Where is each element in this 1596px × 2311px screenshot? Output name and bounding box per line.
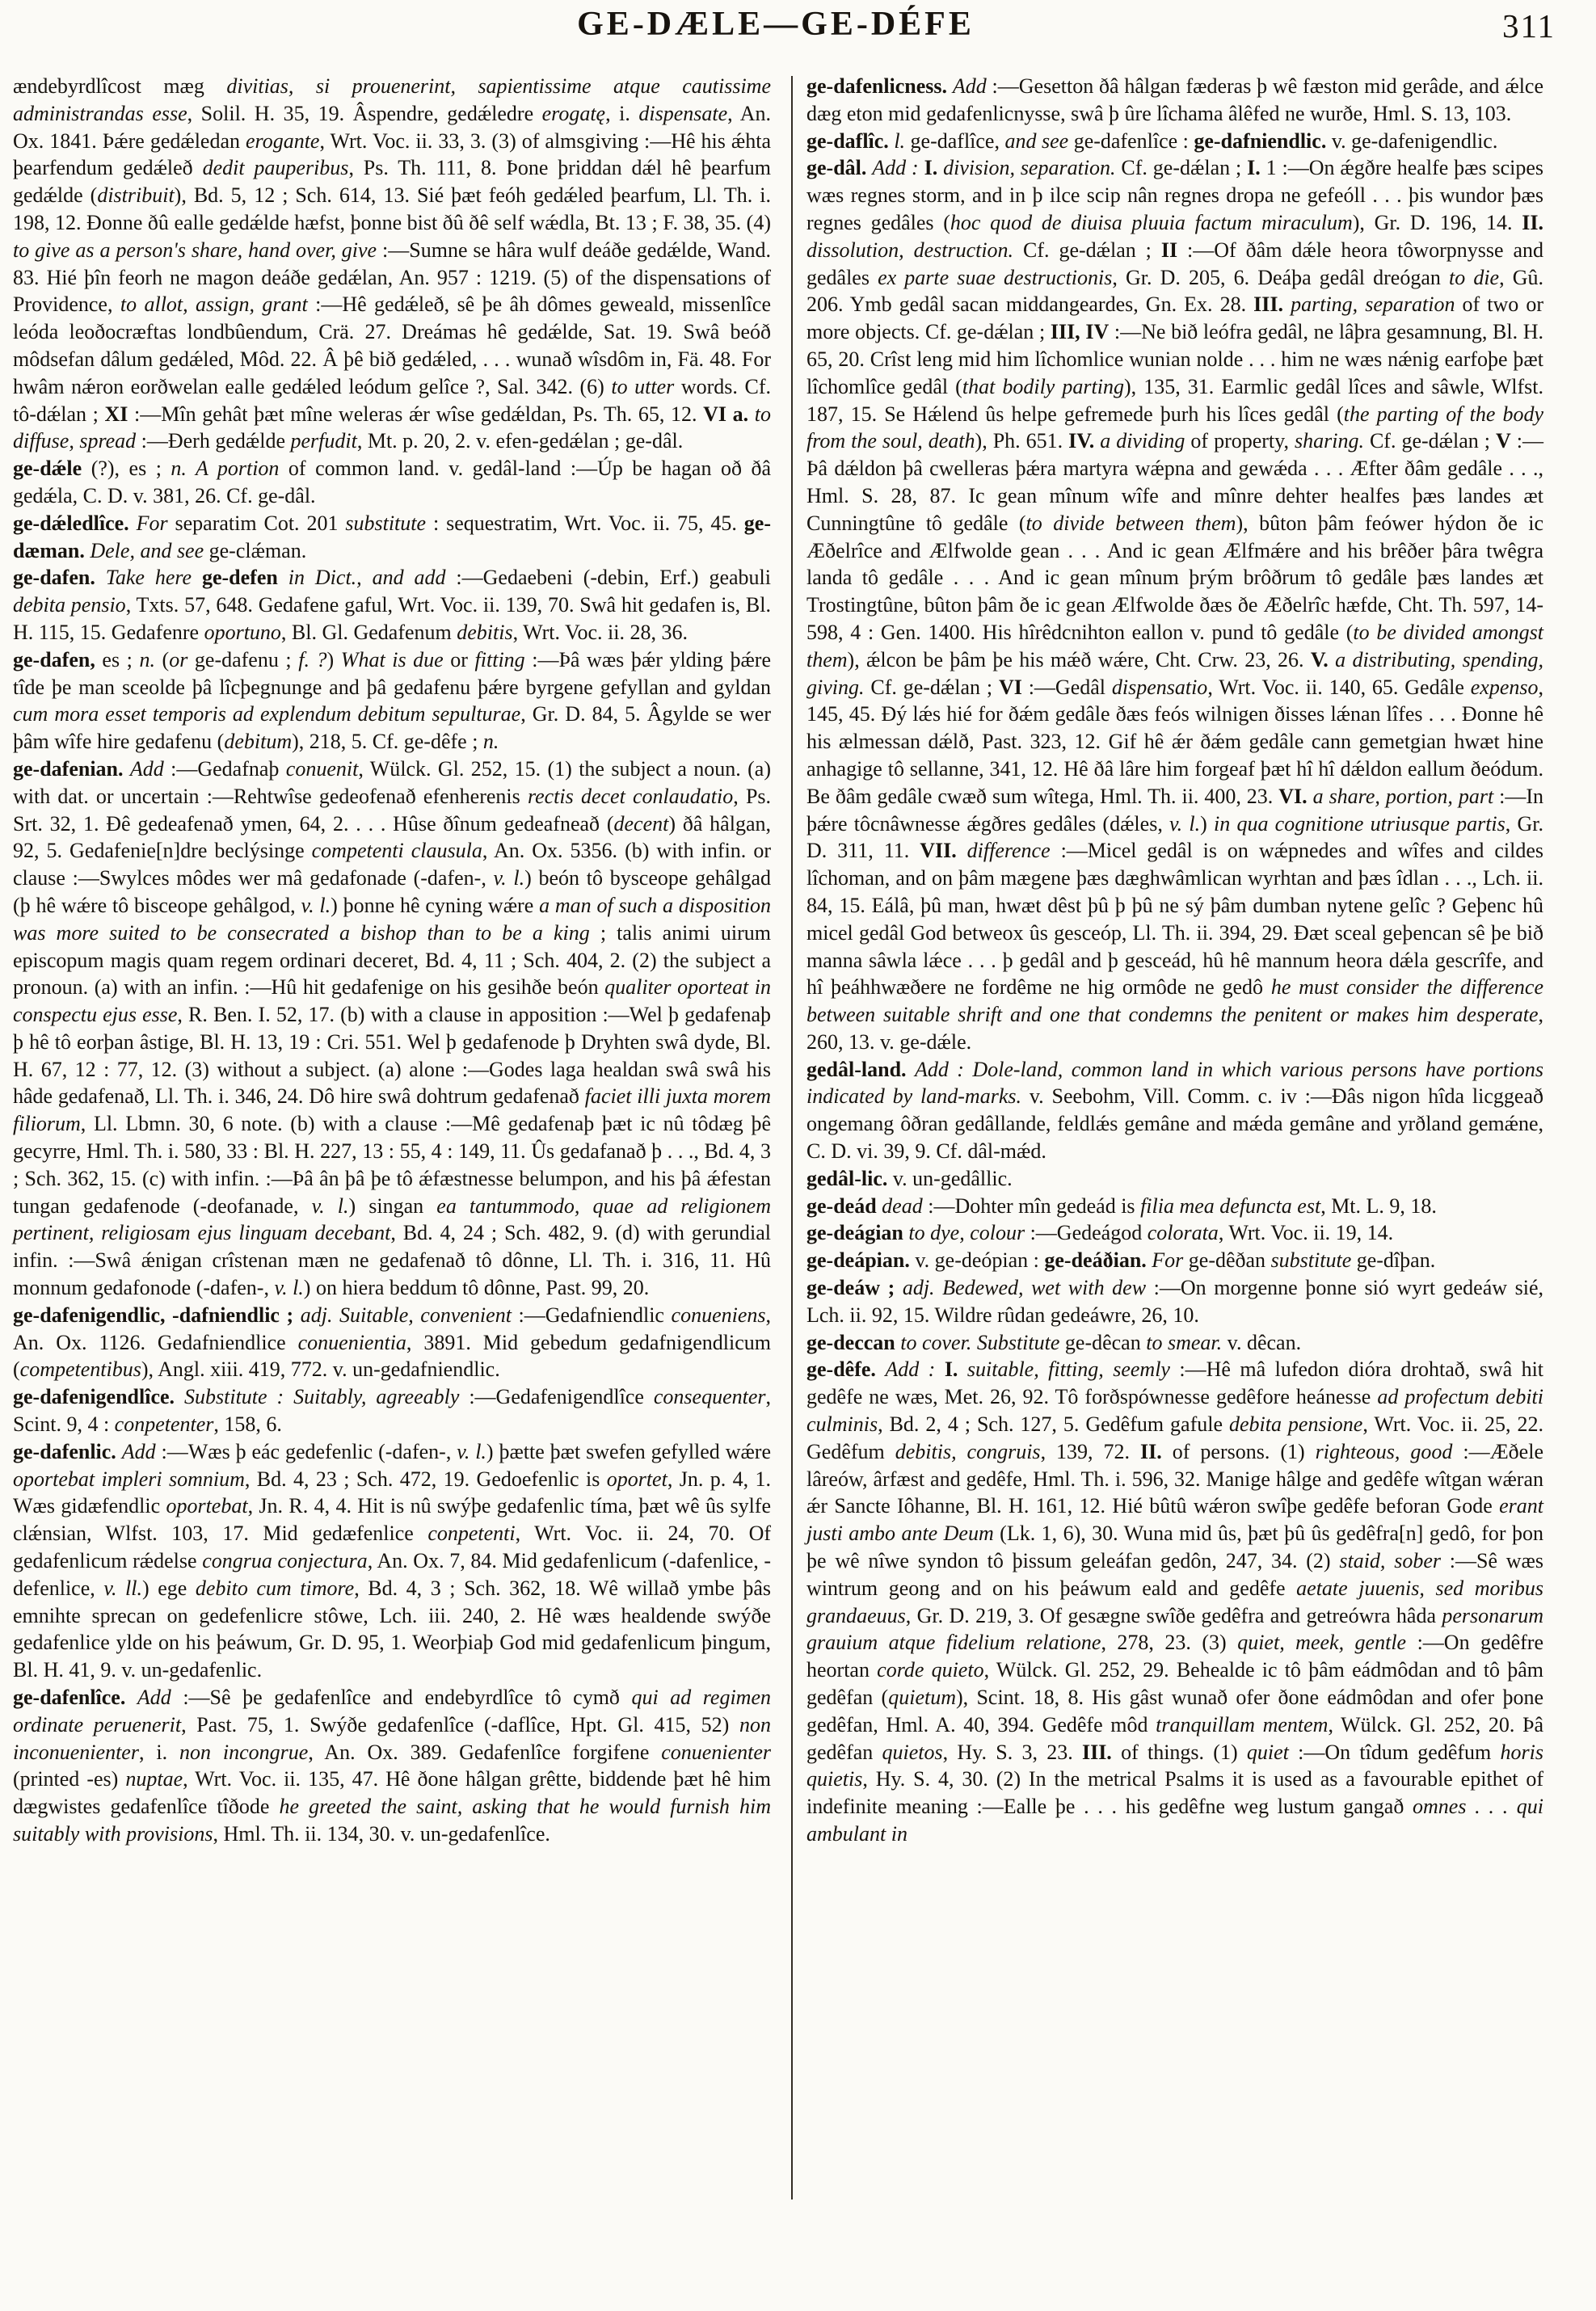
gloss-text: n. xyxy=(139,647,155,671)
gloss-text: to die xyxy=(1449,265,1500,289)
headword: VI. xyxy=(1278,784,1308,808)
gloss-text: sharing. xyxy=(1294,429,1364,453)
headword: ge-deágian xyxy=(806,1221,903,1245)
gloss-text: substitute xyxy=(345,511,427,535)
gloss-text: to diffuse, spread xyxy=(13,402,771,453)
gloss-text: f. ? xyxy=(298,647,327,671)
gloss-text: debitis, congruis xyxy=(895,1439,1041,1463)
dictionary-entry: gedâl-land. Add : Dole-land, common land in which various persons have portions indicated by land-marks. v. Seebohm, Vill. Comm. c. iv :—Ðâs nigon hîda licggeað ongemang ôðran gedâllande, feldlǽs gemâne and mǽda gemâne and yrðland gemǽne, C. D. vi. 39, 9. Cf. dâl-mǽd. xyxy=(806,1057,1544,1164)
gloss-text: personarum grauium atque fidelium relatione xyxy=(806,1603,1543,1655)
headword: I. xyxy=(944,1358,958,1382)
column-left xyxy=(13,73,771,1848)
gloss-text: division, separation. xyxy=(943,156,1116,180)
gloss-text: colorata xyxy=(1147,1221,1219,1245)
dictionary-entry: ge-dafenlîce. Add :—Sê þe gedafenlîce and endebyrdlîce tô cymð qui ad regimen ordinate peruenerit, Past. 75, 1. Swýðe gedafenlîce (-daflîce, Hpt. Gl. 415, 52) non inconuenienter, i. non incongrue, An. Ox. 389. Gedafenlîce forgifene conuenienter (printed -es) nuptae, Wrt. Voc. ii. 135, 47. Hê ðone hâlgan grêtte, biddende þæt hê him dægwistes gedafenlîce tîðode he greeted the saint, asking that he would furnish him suitably with provisions, Hml. Th. ii. 134, 30. v. un-gedafenlîce. xyxy=(13,1686,772,1846)
gloss-text: dispensate xyxy=(638,101,728,125)
gloss-text: ad profectum debiti culminis xyxy=(806,1385,1543,1437)
gloss-text: distribuit xyxy=(97,183,175,208)
headword: ge-dafniendlic. xyxy=(1194,128,1327,153)
gloss-text: qui ad regimen ordinate peruenerit xyxy=(13,1686,771,1736)
gloss-text: Add xyxy=(121,1439,156,1463)
gloss-text: staid, sober xyxy=(1339,1549,1441,1573)
headword: ge-daflîc. xyxy=(806,128,889,153)
gloss-text: perfudit xyxy=(290,429,357,453)
gloss-text: qualiter oporteat in conspectu ejus esse xyxy=(13,975,771,1027)
gloss-text: difference xyxy=(966,839,1051,863)
dictionary-entry: ge-dafen. Take here ge-defen in Dict., and add :—Gedaebeni (-debin, Erf.) geabuli debita pensio, Txts. 57, 648. Gedafene gaful, Wrt. Voc. ii. 139, 70. Swâ hit gedafen is, Bl. H. 115, 15. Gedafenre oportuno, Bl. Gl. Gedafenum debitis, Wrt. Voc. ii. 28, 36. xyxy=(13,566,772,644)
gloss-text: Add : Dole-land, common land in which various persons have portions indicated by land-marks. xyxy=(806,1057,1544,1109)
dictionary-entry: ge-dêfe. Add : I. suitable, fitting, seemly :—Hê mâ lufedon dióra drohtað, swâ hit gedêfe ne wæs, Met. 26, 92. Tô forðspównesse gedêfore heánesse ad profectum debiti culminis, Bd. 2, 4 ; Sch. 127, 5. Gedêfum gafule debita pensione, Wrt. Voc. ii. 25, 22. Gedêfum debitis, congruis, 139, 72. II. of persons. (1) righteous, good :—Æðele lâreów, ârfæst and gedêfe, Hml. Th. i. 596, 32. Manige hâlge and gedêfe wîtgan wǽran ǽr Sancte Iôhanne, Bl. H. 161, 12. Hié bûtû wǽron swîþe gedêfe beforan Gode erant justi ambo ante Deum (Lk. 1, 6), 30. Wuna mid ûs, þæt þû ûs gedêfra[n] gedô, for þon þe wê nîwe syndon tô þissum geleáfan gedôn, 247, 34. (2) staid, sober :—Sê wæs wintrum geong and on his þeáwum eald and gedêfe aetate juuenis, sed moribus grandaeuus, Gr. D. 219, 3. Of gesægne swîðe gedêfra and getreówra hâda personarum grauium atque fidelium relatione, 278, 23. (3) quiet, meek, gentle :—On gedêfre heortan corde quieto, Wülck. Gl. 252, 29. Behealde ic tô þâm eádmôdan and tô þâm gedêfan (quietum), Scint. 18, 8. His gâst wunað ofer ðone eádmôdan and ofer þone gedêfan, Hml. A. 40, 394. Gedêfe môd tranquillam mentem, Wülck. Gl. 252, 20. Þâ gedêfan quietos, Hy. S. 3, 23. III. of things. (1) quiet :—On tîdum gedêfum horis quietis, Hy. S. 4, 30. (2) In the metrical Psalms it is used as a favourable epithet of indefinite meaning :—Ealle þe . . . his gedêfne weg lustum gangað omnes . . . qui ambulant in xyxy=(806,1358,1544,1846)
headword: ge-dǽle xyxy=(13,457,82,481)
gloss-text: aetate juuenis, sed moribus grandaeuus xyxy=(806,1576,1543,1627)
gloss-text: adj. Bedewed, wet with dew xyxy=(902,1276,1147,1300)
headword: ge-dafen, xyxy=(13,647,95,671)
headword: XI xyxy=(104,402,128,426)
headword: II xyxy=(1160,238,1178,262)
dictionary-entry: ge-dafenigendlîce. Substitute : Suitably, agreeably :—Gedafenigendlîce consequenter, Scint. 9, 4 : conpetenter, 158, 6. xyxy=(13,1385,771,1437)
gloss-text: erogatę xyxy=(541,101,606,125)
headword: ge-dafenigendlîce. xyxy=(13,1385,175,1409)
gloss-text: rectis decet conlaudatio xyxy=(527,784,734,808)
gloss-text: What is due xyxy=(340,647,444,671)
headword: ge-deáðian. xyxy=(1044,1248,1147,1273)
gloss-text: fitting xyxy=(474,647,525,671)
gloss-text: conueniens xyxy=(671,1303,766,1327)
dictionary-entry: ge-dǽledlîce. For separatim Cot. 201 substitute : sequestratim, Wrt. Voc. ii. 75, 45. ge-dæman. Dele, and see ge-clǽman. xyxy=(13,511,771,562)
gloss-text: oportebat impleri somnium xyxy=(13,1467,245,1491)
gloss-text: decent xyxy=(613,811,669,836)
gloss-text: nuptae xyxy=(125,1767,183,1791)
gloss-text: oportebat xyxy=(166,1494,248,1518)
gloss-text: v. ll. xyxy=(103,1576,142,1600)
headword: ge-dafenlicness. xyxy=(806,74,948,98)
headword: ge-dǽledlîce. xyxy=(13,511,129,535)
headword: III. xyxy=(1081,1740,1112,1764)
gloss-text: Take here xyxy=(105,566,192,590)
gloss-text: to utter xyxy=(611,374,675,398)
gloss-text: Add xyxy=(952,74,987,98)
gloss-text: dispensatio xyxy=(1111,675,1208,699)
gloss-text: non incongrue xyxy=(179,1740,309,1764)
gloss-text: Substitute : Suitably, agreeably xyxy=(184,1385,460,1409)
headword: ge-dafenlic. xyxy=(13,1439,116,1463)
headword: III, IV xyxy=(1050,320,1110,344)
gloss-text: omnes . . . qui ambulant in xyxy=(806,1795,1543,1846)
gloss-text: horis quietis xyxy=(806,1740,1543,1791)
gloss-text: debitum xyxy=(224,730,293,754)
dictionary-entry: ge-dâl. Add : I. division, separation. Cf. ge-dǽlan ; I. 1 :—On ǽgðre healfe þæs scipes wæs regnes storm, and in þ ilce scip nân regnes dropa ne gefeóll . . . þis wundor þæs regnes gedâles (hoc quod de diuisa pluuia factum miraculum), Gr. D. 196, 14. II. dissolution, destruction. Cf. ge-dǽlan ; II :—Of ðâm dǽle heora tôworpnysse and gedâles ex parte suae destructionis, Gr. D. 205, 6. Deáþa gedâl dreógan to die, Gû. 206. Ymb gedâl sacan middangeardes, Gn. Ex. 28. III. parting, separation of two or more objects. Cf. ge-dǽlan ; III, IV :—Ne bið leófra gedâl, ne lâþra gesamnung, Bl. H. 65, 20. Crîst leng mid him lîchomlice wunian nolde . . . him ne wæs nǽnig earfoþe þæt lîchomlîce gedâl (that bodily parting), 135, 31. Earmlic gedâl lîces and sâwle, Wlfst. 187, 15. Se Hǽlend ûs helpe gefremede þurh his lîces gedâl (the parting of the body from the soul, death), Ph. 651. IV. a dividing of property, sharing. Cf. ge-dǽlan ; V :—Þâ dǽldon þâ cwelleras þǽra martyra wǽpna and gewǽda . . . Æfter ðâm gedâle . . ., Hml. S. 28, 87. Ic gean mînum wîfe and mînre dehter healfes þæs landes æt Cunningtûne tô gedâle (to divide between them), bûton þâm feówer hýdon ðe ic Æðelrîce and Ælfwolde gean . . . And ic gean Ælfmǽre and his brêðer þâra twêgra landa tô gedâle . . . And ic gean mînum þrým brôðrum tô gedâle þæs landes æt Trostingtûne, bûton þâm ðe ic gean Ælfwolde ðæs ðe Æðelrîc hæfde, Cht. Th. 597, 14-598, 4 : Gen. 1400. His hîrêdcnihton eallon v. pund tô gedâle (to be divided amongst them), ǽlcon be þâm þe his mǽð wǽre, Cht. Crw. 23, 26. V. a distributing, spending, giving. Cf. ge-dǽlan ; VI :—Gedâl dispensatio, Wrt. Voc. ii. 140, 65. Gedâle expenso, 145, 45. Ðý lǽs hié for ðǽm gedâle ðæs feós wilnigen ðisses lǽnan lîfes . . . Ðonne hê his ælmessan dǽlð, Past. 323, 12. Gif hê ǽr ðǽm gedâle cann gemetgian hwæt hine anhagige tô sellanne, 341, 12. Hê ðâ lâre him forgeaf þæt hî hî dǽldon eallum ðeódum. Be ðâm gedâle cwæð sum wîtega, Hml. Th. ii. 400, 23. VI. a share, portion, part :—In þǽre tôcnâwnesse ǽgðres gedâles (dǽles, v. l.) in qua cognitione utriusque partis, Gr. D. 311, 11. VII. difference :—Micel gedâl is on wǽpnedes and wîfes and cildes lîchoman, and on þâm mægene þæs dæghwâmlican wyrhtan and þæs îdlan . . ., Lch. ii. 84, 15. Eálâ, þû man, hwæt dêst þû þ þû ne sý þâm dumban nytene gelîc ? Geþenc hû micel gedâl God betweox ûs gesceóp, Ll. Th. ii. 394, 29. Ðæt sceal geþencan sê þe bið manna sâwla lǽce . . . þ gedâl and þ gesceád, hû hê mannum heora dǽla gescrîfe, and hî þeáhhwæðere ne fordême ne hig ormôde ne gedô he must consider the difference between suitable shrift and one that condemns the penitent or makes him desperate, 260, 13. v. ge-dǽle. xyxy=(806,156,1544,1054)
gloss-text: to divide between them xyxy=(1025,511,1236,535)
gloss-text: corde quieto xyxy=(877,1658,984,1682)
gloss-text: debita pensione xyxy=(1228,1412,1363,1437)
headword: ge-dafenlîce. xyxy=(13,1686,126,1710)
headword: gedâl-land. xyxy=(806,1057,907,1081)
dictionary-entry: ge-daflîc. l. ge-daflîce, and see ge-dafenlîce : ge-dafniendlic. v. ge-dafenigendlic. xyxy=(806,128,1498,153)
dictionary-entry: ge-dafen, es ; n. (or ge-dafenu ; f. ?) What is due or fitting :—Þâ wæs þǽr ylding þǽre tîde þe man sceolde þâ lîcþegnunge and þâ gedafenu þǽre byrgene gefyllan and gyldan cum mora esset temporis ad explendum debitum sepulturae, Gr. D. 84, 5. Âgylde se wer þâm wîfe hire gedafenu (debitum), 218, 5. Cf. ge-dêfe ; n. xyxy=(13,647,772,754)
column-right xyxy=(806,73,1543,1848)
gloss-text: v. l. xyxy=(493,866,525,890)
gloss-text: consequenter xyxy=(653,1385,766,1409)
gloss-text: v. l. xyxy=(457,1439,486,1463)
headword: II. xyxy=(1140,1439,1162,1463)
gloss-text: in Dict., and add xyxy=(288,566,446,590)
gloss-text: Add : xyxy=(885,1358,936,1382)
gloss-text: For xyxy=(136,511,168,535)
gloss-text: oportuno xyxy=(204,620,281,644)
column-divider-rule xyxy=(791,76,793,2199)
gloss-text: tranquillam mentem xyxy=(1156,1712,1329,1736)
gloss-text: and see xyxy=(1004,128,1069,153)
headword: VI a. xyxy=(703,402,749,426)
dictionary-entry: gedâl-lic. v. un-gedâllic. xyxy=(806,1166,1013,1190)
gloss-text: conuenientia xyxy=(297,1330,406,1354)
gloss-text: quietos xyxy=(882,1740,943,1764)
gloss-text: to allot, assign, grant xyxy=(120,293,308,317)
gloss-text: Substitute xyxy=(976,1330,1060,1354)
gloss-text: v. l. xyxy=(1169,811,1201,836)
gloss-text: conuenienter xyxy=(661,1740,771,1764)
gloss-text: conpetenti xyxy=(427,1522,516,1546)
dictionary-entry: ge-deád dead :—Dohter mîn gedeád is filia mea defuncta est, Mt. L. 9, 18. xyxy=(806,1193,1437,1218)
gloss-text: erant justi ambo ante Deum xyxy=(806,1494,1543,1546)
running-head: GE-DÆLE—GE-DÉFE xyxy=(577,6,975,43)
headword: VI xyxy=(998,675,1022,699)
dictionary-entry: ge-dafenigendlic, -dafniendlic ; adj. Suitable, convenient :—Gedafniendlic conueniens, An. Ox. 1126. Gedafniendlice conuenientia, 3891. Mid gebedum gedafnigendlicum (competentibus), Angl. xiii. 419, 772. v. un-gedafniendlic. xyxy=(13,1303,772,1382)
headword: ge-dafenian. xyxy=(13,756,124,781)
gloss-text: Add : xyxy=(872,156,919,180)
headword: V xyxy=(1495,429,1511,453)
gloss-text: Add xyxy=(137,1686,171,1710)
gloss-text: filia mea defuncta est xyxy=(1140,1193,1321,1218)
gloss-text: to dye, colour xyxy=(908,1221,1025,1245)
headword: ge-dafenigendlic, -dafniendlic ; xyxy=(13,1303,294,1327)
gloss-text: or xyxy=(169,647,188,671)
gloss-text: n. xyxy=(482,730,499,754)
gloss-text: that bodily parting xyxy=(962,374,1124,398)
gloss-text: debitis xyxy=(457,620,513,644)
page-number: 311 xyxy=(1502,7,1556,44)
dictionary-entry: ge-deápian. v. ge-deópian : ge-deáðian. For ge-dêðan substitute ge-dîþan. xyxy=(806,1248,1436,1273)
gloss-text: a man of such a disposition was more suited to be consecrated a bishop than to be a king xyxy=(13,893,771,945)
dictionary-entry: ge-dafenian. Add :—Gedafnaþ conuenit, Wülck. Gl. 252, 15. (1) the subject a noun. (a) with dat. or uncertain :—Rehtwîse gedeofenað efenherenis rectis decet conlaudatio, Ps. Srt. 32, 1. Ðê gedeafenað ymen, 64, 2. . . . Hûse ðînum gedeafneað (decent) ðâ hâlgan, 92, 5. Gedafenie[n]dre beclýsinge competenti clausula, An. Ox. 5356. (b) with infin. or clause :—Swylces môdes wer mâ gedafonade (-dafen-, v. l.) beón tô bysceope gehâlgad (þ hê wǽre tô bisceope gehâlgod, v. l.) þonne hê cyning wǽre a man of such a disposition was more suited to be consecrated a bishop than to be a king ; talis animi uirum episcopum magis quam regem ordinari deceret, Bd. 4, 11 ; Sch. 404, 2. (2) the subject a pronoun. (a) with an infin. :—Hû hit gedafenige on his gesihðe beón qualiter oporteat in conspectu ejus esse, R. Ben. I. 52, 17. (b) with a clause in apposition :—Wel þ gedafenaþ þ hê tô eorþan âstige, Bl. H. 13, 19 : Cri. 551. Wel þ gedafenode þ Dryhten swâ dyde, Bl. H. 67, 12 : 77, 12. (3) without a subject. (a) alone :—Godes laga healdan swâ swâ his hâde gedafenað, Ll. Th. i. 346, 24. Dô hire swâ dohtrum gedafenað faciet illi juxta morem filiorum, Ll. Lbmn. 30, 6 note. (b) with a clause :—Mê gedafenaþ þæt ic nû tôdæg þê gecyrre, Hml. Th. i. 580, 33 : Bl. H. 227, 13 : 55, 4 : 149, 11. Ûs gedafanað þ . . ., Bd. 4, 3 ; Sch. 362, 15. (c) with infin. :—Þâ ân þâ þe tô ǽfæstnesse belumpon, and his þâ ǽfestan tungan gedafenode (-deofanade, v. l.) singan ea tantummodo, quae ad religionem pertinent, religiosam ejus linguam decebant, Bd. 4, 24 ; Sch. 482, 9. (d) with gerundial infin. :—Swâ ǽnigan crîstenan mæn ne gedafenað tô dônne, Ll. Th. i. 316, 11. Hû monnum gedafonode (-dafen-, v. l.) on hiera beddum tô dônne, Past. 99, 20. xyxy=(13,756,772,1300)
headword: VII. xyxy=(920,839,957,863)
gloss-text: dedit pauperibus xyxy=(202,156,349,180)
dictionary-entry: ge-deccan to cover. Substitute ge-dêcan to smear. v. dêcan. xyxy=(806,1330,1302,1354)
dictionary-entry: ge-deáw ; adj. Bedewed, wet with dew :—On morgenne þonne sió wyrt gedeáw sié, Lch. ii. 92, 15. Wildre rûdan gedeáwre, 26, 10. xyxy=(806,1276,1544,1327)
headword: II. xyxy=(1522,210,1544,234)
gloss-text: competentibus xyxy=(19,1358,141,1382)
headword: I. xyxy=(924,156,938,180)
headword: I. xyxy=(1247,156,1261,180)
gloss-text: quiet xyxy=(1246,1740,1289,1764)
headword: ge-dêfe. xyxy=(806,1358,876,1382)
gloss-text: righteous, good xyxy=(1315,1439,1453,1463)
gloss-text: a dividing xyxy=(1100,429,1185,453)
gloss-text: debito cum timore xyxy=(195,1576,355,1600)
gloss-text: parting, separation xyxy=(1291,293,1455,317)
gloss-text: v. l. xyxy=(301,893,331,917)
gloss-text: quietum xyxy=(888,1686,956,1710)
gloss-text: v. l. xyxy=(274,1276,304,1300)
gloss-text: non inconuenienter xyxy=(13,1712,771,1764)
headword: ge-deád xyxy=(806,1193,877,1218)
gloss-text: faciet illi juxta morem filiorum xyxy=(13,1084,771,1136)
gloss-text: to give as a person's share, hand over, give xyxy=(13,238,377,262)
gloss-text: l. xyxy=(894,128,906,153)
gloss-text: quiet, meek, gentle xyxy=(1237,1631,1407,1655)
gloss-text: to cover. xyxy=(900,1330,972,1354)
gloss-text: divitias, si prouenerint, sapientissime atque cautissime administrandas esse xyxy=(13,74,771,125)
headword: ge-dâl. xyxy=(806,156,867,180)
gloss-text: expenso xyxy=(1470,675,1539,699)
gloss-text: he greeted the saint, asking that he would furnish him suitably with provisions xyxy=(13,1795,771,1846)
gloss-text: he must consider the difference between suitable shrift and one that condemns the penitent or makes him desperate xyxy=(806,975,1543,1027)
headword: ge-defen xyxy=(201,566,278,590)
gloss-text: in qua cognitione utriusque partis xyxy=(1214,811,1505,836)
gloss-text: adj. Suitable, convenient xyxy=(300,1303,512,1327)
gloss-text: conpetenter xyxy=(114,1412,214,1437)
gloss-text: to smear. xyxy=(1146,1330,1223,1354)
gloss-text: v. l. xyxy=(311,1193,349,1218)
gloss-text: competenti clausula xyxy=(311,839,482,863)
gloss-text: For xyxy=(1152,1248,1184,1273)
gloss-text: dissolution, destruction. xyxy=(806,238,1014,262)
gloss-text: a share, portion, part xyxy=(1312,784,1494,808)
dictionary-entry: ændebyrdlîcost mæg divitias, si prouenerint, sapientissime atque cautissime administrandas esse, Solil. H. 35, 19. Âspendre, gedǽledre erogatę, i. dispensate, An. Ox. 1841. Þǽre gedǽledan erogante, Wrt. Voc. ii. 33, 3. (3) of almsgiving :—Hê his ǽhta þearfendum gedǽleð dedit pauperibus, Ps. Th. 111, 8. Þone þriddan dǽl hê þearfum gedǽlde (distribuit), Bd. 5, 12 ; Sch. 614, 13. Sié þæt feóh gedǽled þearfum, Ll. Th. i. 198, 12. Ðonne ðû ealle gedǽlde hæfst, þonne bist ðû ðê self wǽdla, Bt. 13 ; F. 38, 35. (4) to give as a person's share, hand over, give :—Sumne se hâra wulf deáðe gedǽlde, Wand. 83. Hié þîn feorh ne magon deáðe gedǽlan, An. 957 : 1219. (5) of the dispensations of Providence, to allot, assign, grant :—Hê gedǽleð, sê þe âh dômes geweald, missenlîce leóda leoðocræftas londbûendum, Crä. 27. Dreámas hê gedǽlde, Sat. 19. Swâ beóð môdsefan dâlum gedǽled, Môd. 22. Â þê bið gedǽled, . . . wunað wîsdôm in, Fä. 48. For hwâm nǽron eorðwelan ealle gedǽled leódum gelîce ?, Sal. 342. (6) to utter words. Cf. tô-dǽlan ; XI :—Mîn gehât þæt mîne weleras ǽr wîse gedǽldan, Ps. Th. 65, 12. VI a. to diffuse, spread :—Ðerh gedǽlde perfudit, Mt. p. 20, 2. v. efen-gedǽlan ; ge-dâl. xyxy=(13,74,771,453)
gloss-text: congrua conjectura xyxy=(202,1549,368,1573)
gloss-text: oportet xyxy=(606,1467,667,1491)
gloss-text: substitute xyxy=(1270,1248,1352,1273)
dictionary-entry: ge-dafenlic. Add :—Wæs þ eác gedefenlic (-dafen-, v. l.) þætte þæt swefen gefylled wǽre oportebat impleri somnium, Bd. 4, 23 ; Sch. 472, 19. Gedoefenlic is oportet, Jn. p. 4, 1. Wæs gidæfendlic oportebat, Jn. R. 4, 4. Hit is nû swýþe gedafenlic tíma, þæt wê ûs sylfe clǽnsian, Wlfst. 103, 17. Mid gedæfenlice conpetenti, Wrt. Voc. ii. 24, 70. Of gedafenlicum rǽdelse congrua conjectura, An. Ox. 7, 84. Mid gedafenlicum (-dafenlice, -defenlice, v. ll.) ege debito cum timore, Bd. 4, 3 ; Sch. 362, 18. Wê willað ymbe þâs emnihte sprecan on gedefenlicre stôwe, Lch. iii. 240, 2. Hê wæs healdende swýðe gedafenlice ylde on his þeáwum, Gr. D. 95, 1. Weorþiaþ God mid gedafenlicum þingum, Bl. H. 41, 9. v. un-gedafenlic. xyxy=(13,1439,772,1682)
headword: ge-deáw ; xyxy=(806,1276,895,1300)
dictionary-entry: ge-dǽle (?), es ; n. A portion of common land. v. gedâl-land :—Úp be hagan oð ðâ gedǽla, C. D. v. 381, 26. Cf. ge-dâl. xyxy=(13,457,771,507)
headword: ge-dæman. xyxy=(13,511,771,562)
gloss-text: to be divided amongst them xyxy=(806,620,1543,671)
headword: ge-dafen. xyxy=(13,566,95,590)
gloss-text: a distributing, spending, giving. xyxy=(806,647,1543,699)
headword: gedâl-lic. xyxy=(806,1166,888,1190)
gloss-text: cum mora esset temporis ad explendum debitum sepulturae xyxy=(13,702,521,726)
gloss-text: Add xyxy=(129,756,164,781)
headword: IV. xyxy=(1068,429,1095,453)
gloss-text: the parting of the body from the soul, death xyxy=(806,402,1543,453)
gloss-text: ex parte suae destructionis xyxy=(878,265,1113,289)
dictionary-entry: ge-dafenlicness. Add :—Gesetton ðâ hâlgan fæderas þ wê fæston mid gerâde, and ǽlce dæg eton mid gedafenlicnysse, swâ þ ûre lîchama âlêfed ne wurðe, Hml. S. 13, 103. xyxy=(806,74,1544,125)
gloss-text: erogante xyxy=(246,128,320,153)
gloss-text: n. A portion xyxy=(171,457,280,481)
gloss-text: debita pensio xyxy=(13,593,126,617)
gloss-text: conuenit xyxy=(285,756,359,781)
gloss-text: dead xyxy=(882,1193,923,1218)
dictionary-entry: ge-deágian to dye, colour :—Gedeágod colorata, Wrt. Voc. ii. 19, 14. xyxy=(806,1221,1394,1245)
gloss-text: ea tantummodo, quae ad religionem pertinent, religiosam ejus linguam decebant xyxy=(13,1193,771,1245)
headword: III. xyxy=(1253,293,1284,317)
headword: ge-deápian. xyxy=(806,1248,910,1273)
gloss-text: Dele, and see xyxy=(90,538,204,562)
headword: ge-deccan xyxy=(806,1330,895,1354)
gloss-text: suitable, fitting, seemly xyxy=(966,1358,1170,1382)
gloss-text: hoc quod de diuisa pluuia factum miraculum xyxy=(950,210,1353,234)
headword: V. xyxy=(1310,647,1329,671)
